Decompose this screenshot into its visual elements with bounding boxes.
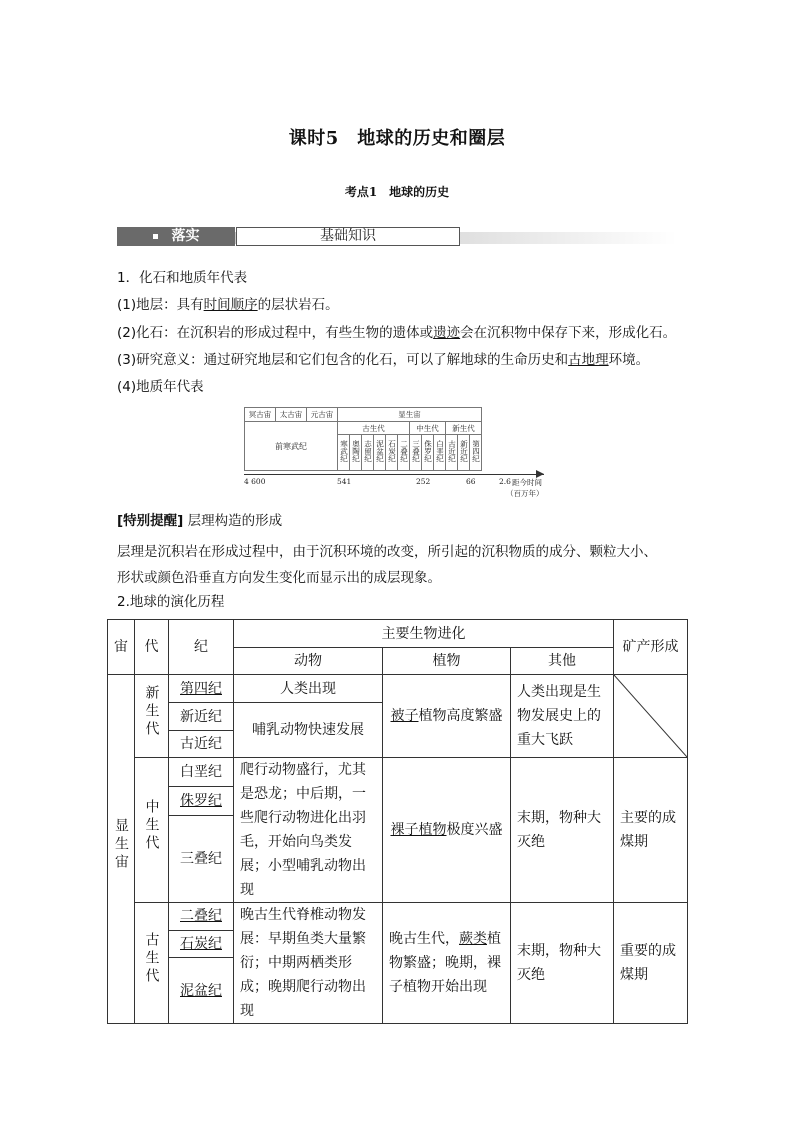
- para-significance: [117, 350, 649, 370]
- tip-label: [特别提醒]: [117, 513, 184, 529]
- mineral-cell-paleozoic: 重要的成煤期: [614, 903, 688, 1024]
- period-jurassic-label: 侏罗纪: [180, 793, 222, 810]
- period-cell: 白垩纪: [169, 758, 234, 787]
- underlined-term: 裸子植物: [390, 822, 447, 838]
- heading-evolution: 2.地球的演化历程: [117, 594, 225, 610]
- era-paleozoic-label: 古生代: [143, 932, 160, 986]
- tick-66: 66: [466, 477, 476, 486]
- period-quaternary: 第四纪: [471, 440, 481, 463]
- period-devonian-label: 泥盆纪: [180, 982, 222, 999]
- period-cell: [169, 930, 234, 958]
- header-main-evolution: 主要生物进化: [234, 620, 614, 648]
- period-cell: [169, 675, 234, 703]
- period-cambrian: 寒武纪: [339, 440, 349, 463]
- precambrian-cell: 前寒武纪: [245, 422, 338, 471]
- period-cretaceous: 白垩纪: [435, 440, 445, 463]
- geologic-time-chart: [244, 407, 554, 503]
- animal-cell-mesozoic: 爬行动物盛行，尤其是恐龙；中后期，一些爬行动物进化出羽毛，开始向鸟类发展；小型哺乳动物出现: [234, 758, 383, 903]
- header-animal: 动物: [234, 648, 383, 675]
- eon-archean: 太古宙: [276, 408, 307, 422]
- para-strata: [117, 295, 339, 315]
- era-mesozoic: 中生代: [410, 422, 446, 435]
- period-devonian: 泥盆纪: [375, 440, 385, 463]
- header-plant: 植物: [383, 648, 511, 675]
- text: 植物繁盛；晚期，裸子植物开始出现: [389, 931, 501, 995]
- diagonal-slash-icon: [614, 675, 687, 757]
- underlined-term: 时间顺序: [203, 297, 258, 313]
- para-fossil: [117, 323, 676, 343]
- period-silurian: 志留纪: [363, 440, 373, 463]
- period-cell: 古近纪: [169, 731, 234, 758]
- heading-fossils: 1．化石和地质年代表: [117, 270, 248, 286]
- tip-heading-line: [117, 509, 657, 529]
- evolution-table: [107, 619, 688, 1024]
- eon-proterozoic: 元古宙: [307, 408, 338, 422]
- underlined-term: 遗迹: [433, 325, 461, 341]
- period-cell: 三叠纪: [169, 816, 234, 903]
- text: (1)地层：具有: [117, 297, 204, 313]
- tip-heading: 层理构造的形成: [187, 513, 283, 529]
- era-mesozoic-label: 中生代: [143, 799, 160, 853]
- era-cenozoic-label: 新生代: [143, 685, 160, 739]
- era-cenozoic: 新生代: [446, 422, 482, 435]
- axis-label: 距今时间: [512, 478, 542, 487]
- era-paleozoic: 古生代: [338, 422, 410, 435]
- text: 的层状岩石。: [257, 297, 339, 313]
- text: 晚古生代，: [389, 931, 459, 947]
- special-tip: [117, 509, 657, 591]
- geologic-time-table: [244, 407, 482, 471]
- tick-4600: 4 600: [244, 477, 266, 486]
- plant-cell-paleozoic: [383, 903, 511, 1024]
- text: 植物高度繁盛: [418, 708, 503, 724]
- header-eon: 宙: [108, 620, 135, 675]
- eon-phanerozoic-label: 显生宙: [113, 818, 129, 872]
- animal-cell-mammals: 哺乳动物快速发展: [234, 703, 383, 758]
- period-cell: [169, 903, 234, 931]
- period-cell: 新近纪: [169, 703, 234, 731]
- period-cell: [169, 958, 234, 1024]
- other-cell-mesozoic: 末期，物种大灭绝: [511, 758, 614, 903]
- section-subtitle: 考点1 地球的历史: [344, 185, 450, 199]
- other-cell-paleozoic: 末期，物种大灭绝: [511, 903, 614, 1024]
- tick-252: 252: [416, 477, 431, 486]
- square-bullet-icon: [153, 234, 158, 239]
- evolution-table-wrap: [107, 619, 688, 1024]
- text: (2)化石：在沉积岩的形成过程中，有些生物的遗体或: [117, 325, 434, 341]
- period-neogene: 新近纪: [459, 440, 469, 463]
- eon-cell: [108, 675, 135, 1024]
- tip-line-2: 形状或颜色沿垂直方向发生变化而显示出的成层现象。: [117, 570, 441, 586]
- banner-dark-label: 落实: [171, 228, 200, 244]
- period-carboniferous: 石炭纪: [387, 440, 397, 463]
- header-other: 其他: [511, 648, 614, 675]
- axis-unit: （百万年）: [506, 489, 544, 498]
- banner-light-label: 基础知识: [320, 228, 376, 244]
- banner-tag-dark: [117, 227, 235, 246]
- period-quaternary-label: 第四纪: [180, 680, 222, 697]
- plant-cell-cenozoic: [383, 675, 511, 758]
- text: 环境。: [608, 352, 650, 368]
- other-cell-cenozoic: 人类出现是生物发展史上的重大飞跃: [511, 675, 614, 758]
- para-timescale: (4)地质年代表: [117, 379, 204, 395]
- period-cell: [169, 787, 234, 816]
- tick-541: 541: [337, 477, 352, 486]
- underlined-term: 蕨类: [459, 931, 487, 947]
- animal-cell-paleozoic: 晚古生代脊椎动物发展：早期鱼类大量繁衍；中期两栖类形成；晚期爬行动物出现: [234, 903, 383, 1024]
- text: 极度兴盛: [446, 822, 503, 838]
- era-cell-cenozoic: [135, 675, 169, 758]
- animal-cell: 人类出现: [234, 675, 383, 703]
- section-banner: [117, 227, 677, 247]
- banner-tag-light: [236, 227, 460, 246]
- period-triassic: 三叠纪: [411, 440, 421, 463]
- tip-line-1: 层理是沉积岩在形成过程中，由于沉积环境的改变，所引起的沉积物质的成分、颗粒大小、: [117, 544, 657, 560]
- text: 会在沉积物中保存下来，形成化石。: [460, 325, 677, 341]
- era-cell-mesozoic: [135, 758, 169, 903]
- period-permian: 二叠纪: [399, 440, 409, 463]
- period-permian-label: 二叠纪: [180, 908, 222, 925]
- eon-hadean: 冥古宙: [245, 408, 276, 422]
- text: (3)研究意义：通过研究地层和它们包含的化石，可以了解地球的生命历史和: [117, 352, 569, 368]
- period-ordovician: 奥陶纪: [351, 440, 361, 463]
- header-mineral: 矿产形成: [614, 620, 688, 675]
- eon-phanerozoic: 显生宙: [338, 408, 482, 422]
- era-cell-paleozoic: [135, 903, 169, 1024]
- header-period: 纪: [169, 620, 234, 675]
- underlined-term: 被子: [390, 708, 419, 724]
- time-axis: [244, 474, 544, 475]
- tick-2-6: 2.6: [499, 477, 511, 486]
- period-jurassic: 侏罗纪: [423, 440, 433, 463]
- mineral-cell-cenozoic: [614, 675, 688, 758]
- plant-cell-mesozoic: [383, 758, 511, 903]
- period-paleogene: 古近纪: [447, 440, 457, 463]
- period-carboniferous-label: 石炭纪: [180, 935, 222, 952]
- header-era: 代: [135, 620, 169, 675]
- mineral-cell-mesozoic: 主要的成煤期: [614, 758, 688, 903]
- underlined-term: 古地理: [568, 352, 609, 368]
- page-title: 课时5 地球的历史和圈层: [288, 128, 506, 149]
